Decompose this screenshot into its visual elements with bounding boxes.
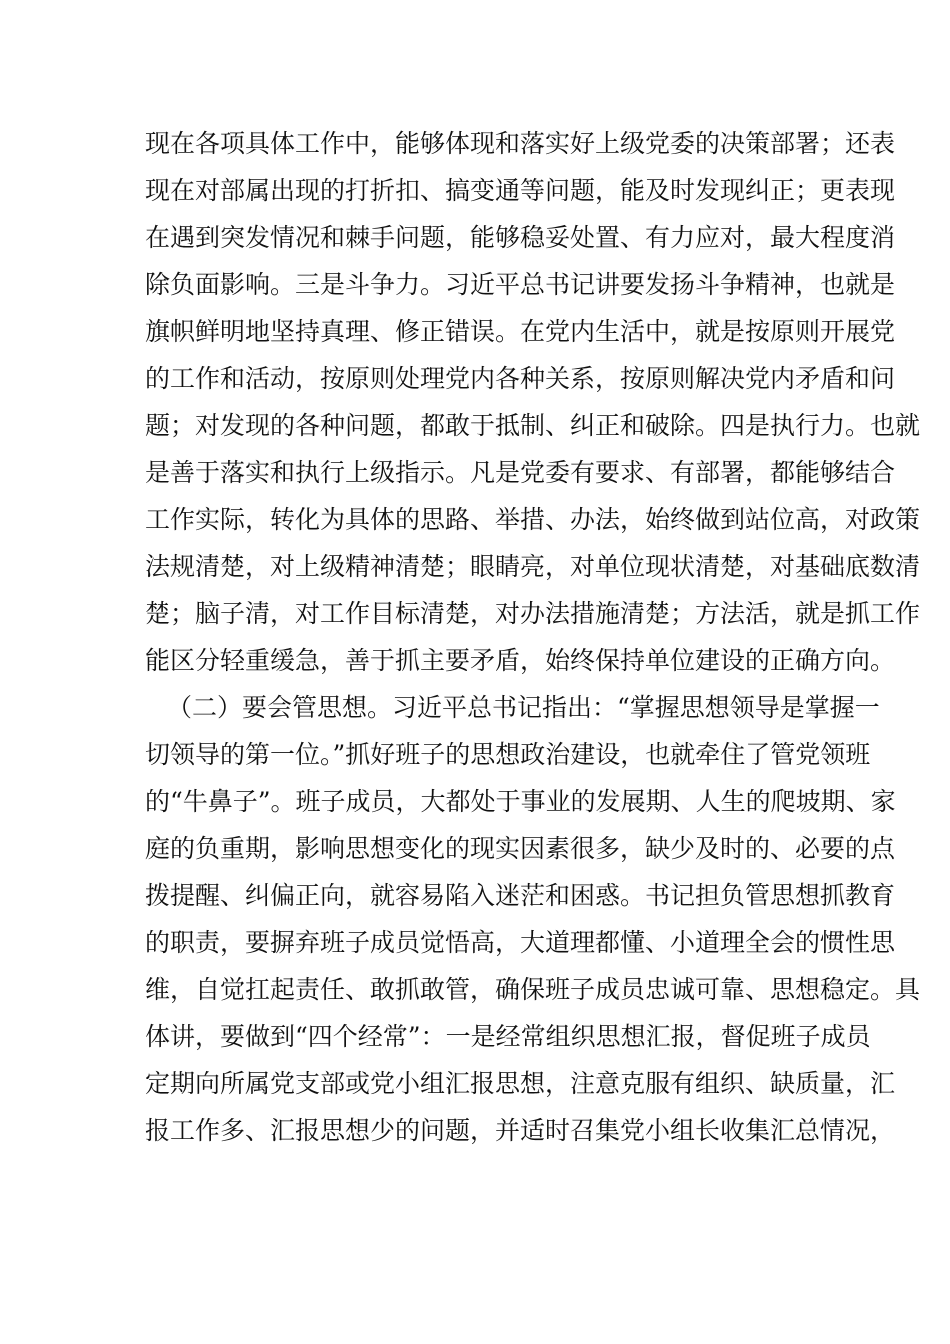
text-line: 拨提醒、纠偏正向，就容易陷入迷茫和困惑。书记担负管思想抓教育	[145, 881, 896, 910]
text-line: 现在对部属出现的打折扣、搞变通等问题，能及时发现纠正；更表现	[145, 176, 896, 205]
text-line: 能区分轻重缓急，善于抓主要矛盾，始终保持单位建设的正确方向。	[145, 646, 896, 675]
text-line: 的职责，要摒弃班子成员觉悟高，大道理都懂、小道理全会的惯性思	[145, 928, 896, 957]
text-line: 法规清楚，对上级精神清楚；眼睛亮，对单位现状清楚，对基础底数清	[145, 552, 921, 581]
text-line: 体讲，要做到“四个经常”：一是经常组织思想汇报，督促班子成员	[145, 1022, 871, 1051]
text-line: 定期向所属党支部或党小组汇报思想，注意克服有组织、缺质量，汇	[145, 1069, 896, 1098]
text-line: 在遇到突发情况和棘手问题，能够稳妥处置、有力应对，最大程度消	[145, 223, 896, 252]
text-line: 现在各项具体工作中，能够体现和落实好上级党委的决策部署；还表	[145, 129, 896, 158]
document-page	[145, 120, 921, 1154]
text-line: 题；对发现的各种问题，都敢于抵制、纠正和破除。四是执行力。也就	[145, 411, 921, 440]
text-line: 旗帜鲜明地坚持真理、修正错误。在党内生活中，就是按原则开展党	[145, 317, 896, 346]
text-line: 楚；脑子清，对工作目标清楚，对办法措施清楚；方法活，就是抓工作	[145, 599, 921, 628]
text-line: 的工作和活动，按原则处理党内各种关系，按原则解决党内矛盾和问	[145, 364, 896, 393]
text-line: 是善于落实和执行上级指示。凡是党委有要求、有部署，都能够结合	[145, 458, 896, 487]
text-line: 除负面影响。三是斗争力。习近平总书记讲要发扬斗争精神，也就是	[145, 270, 896, 299]
text-line: （二）要会管思想。习近平总书记指出：“掌握思想领导是掌握一	[167, 693, 880, 722]
text-line: 的“牛鼻子”。班子成员，大都处于事业的发展期、人生的爬坡期、家	[145, 787, 896, 816]
text-line: 维，自觉扛起责任、敢抓敢管，确保班子成员忠诚可靠、思想稳定。具	[145, 975, 921, 1004]
text-line: 切领导的第一位。”抓好班子的思想政治建设，也就牵住了管党领班	[145, 740, 871, 769]
text-line: 庭的负重期，影响思想变化的现实因素很多，缺少及时的、必要的点	[145, 834, 896, 863]
text-line: 工作实际，转化为具体的思路、举措、办法，始终做到站位高，对政策	[145, 505, 921, 534]
text-line: 报工作多、汇报思想少的问题，并适时召集党小组长收集汇总情况，	[145, 1116, 896, 1145]
